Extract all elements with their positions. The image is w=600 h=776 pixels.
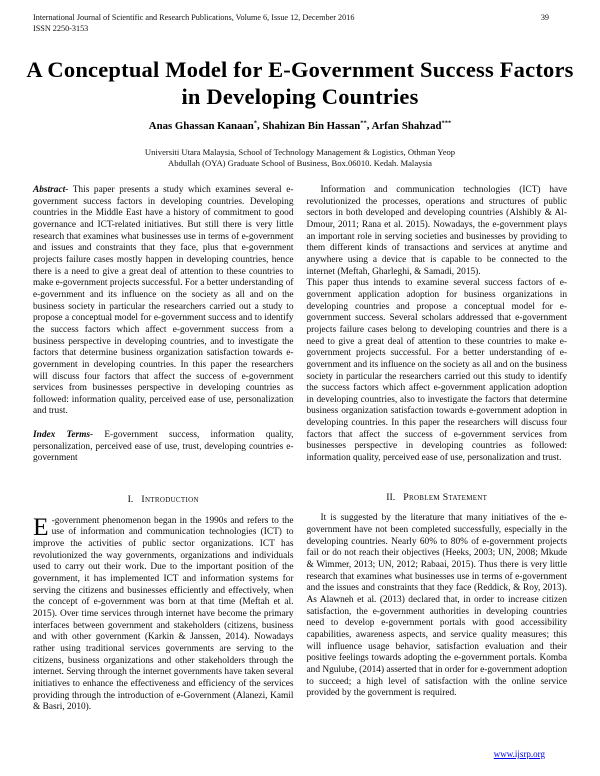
author-name: Arfan Shahzad***	[371, 119, 452, 132]
section-heading-introduction	[33, 494, 294, 506]
running-header	[33, 13, 567, 34]
paper-intent-paragraph: This paper thus intends to examine several success factors of e-government application adoption for business organizations in developing countries and propose a conceptual model for e-government success. Several scholars addressed that e-government projects failure cases belong to developing countries and there is a need to give a great deal of attention to these countries to make e-government projects successful. For a better understanding of e-government and its influence on the society as all and on the business society in particular the researchers carried out this study to identify the success factors which affect e-government application adoption in developing countries, also to investigate the factors that determine business organization satisfaction towards e-government adoption in developing countries. In this paper the researchers will discuss four factors that affect the success of e-government services from businesses perspective in developing countries as followed: information quality, perceived ease of use, personalization and trust.	[306, 278, 567, 464]
section-number: I.	[127, 494, 134, 506]
affiliation-line2: Abdullah (OYA) Graduate School of Business, Box.06010. Kedah. Malaysia	[168, 158, 432, 168]
author-separator: ,	[257, 119, 263, 132]
journal-info	[33, 13, 354, 34]
abstract-text: This paper presents a study which examines several e-government success factors in developing countries. Developing countries in the Middle East have a history of commitment to good governance and ICT-related initiatives. But still there is very little research that examines what businesses use in terms of e-government and issues and constraints that they face, plus that e-government projects failure cases mostly happen in developing countries, hence there is a need to give a great deal of attention to these countries to make e-government projects successful. For a better understanding of e-government and its influence on the society as all and on the business society in particular the researchers carried out a study to propose a conceptual model for e-government success and to identify the success factors which affect e-government success from a business perspective in developing countries, and to investigate the factors that determine business organization satisfaction towards e-government in developing countries. In this paper the researchers will discuss four factors that affect the success of e-government services from businesses perspective in developing countries as followed: information quality, perceived ease of use, personalization and trust.	[33, 185, 294, 417]
left-column	[33, 185, 294, 714]
section-title: Introduction	[141, 494, 199, 506]
paper-title-line2: in Developing Countries	[181, 84, 419, 109]
index-terms-label: Index Terms-	[33, 430, 94, 441]
abstract-label: Abstract-	[33, 185, 69, 195]
page-number: 39	[540, 13, 549, 22]
abstract-paragraph	[33, 185, 294, 418]
author-separator: ,	[366, 119, 372, 132]
issn-line: ISSN 2250-3153	[33, 23, 89, 33]
journal-line: International Journal of Scientific and Research Publications, Volume 6, Issue 12, December 2016	[33, 13, 355, 22]
author-marker: *	[253, 119, 258, 126]
authors-line	[0, 119, 600, 132]
author-name: Anas Ghassan Kanaan*	[148, 119, 258, 132]
author-marker: **	[360, 119, 367, 126]
ict-paragraph: Information and communication technologies (ICT) have revolutionized the processes, operations and structures of public sectors in both developed and developing countries (Alshibly & Al-Dmour, 2011; Rana et al. 2015). Nowadays, the e-government plays an important role in serving societies and businesses by providing to them different kinds of transactions and services at anytime and anywhere using a device that is capable to be connected to the internet (Meftah, Gharleghi, & Samadi, 2015).	[306, 185, 567, 277]
section-heading-problem-statement	[307, 492, 568, 504]
index-terms-text: E-government success, information quality, personalization, perceived ease of use, trust, developing countries e-government	[33, 430, 294, 464]
two-column-body	[33, 185, 567, 714]
author-marker: ***	[441, 119, 452, 126]
affiliation-line1: Universiti Utara Malaysia, School of Technology Management & Logistics, Othman Yeop	[144, 147, 456, 157]
introduction-paragraph	[33, 511, 294, 714]
introduction-text: -government phenomenon began in the 1990s and refers to the use of information and communication technologies (ICT) to improve the activities of public sector organizations. ICT has revolutionized the way governments, organizations and individuals used to carry out their work. Due to the important position of the government, it has implemented ICT and information systems for serving the citizens and businesses efficiently and effectively, when the concept of e-government was born at that time (Meftah et al. 2015). Over time services through internet have become the primary interfaces between government and stakeholders (citizens, business and with other government (Karkin & Janssen, 2014). Nowadays rather using traditional services governments are serving to the citizens, business organizations and other stakeholders through the internet. Serving through the internet governments have taken several initiatives to enhance the effectiveness and efficiency of the services providing through the introduction of e-Government (Alanezi, Kamil & Basri, 2010).	[33, 515, 294, 713]
index-terms-paragraph	[33, 430, 294, 465]
affiliation	[0, 147, 600, 169]
right-column	[307, 185, 568, 714]
paper-title-line1: A Conceptual Model for E-Government Success Factors	[26, 57, 574, 82]
problem-statement-paragraph: It is suggested by the literature that many initiatives of the e-government have not been completed successfully, especially in the developing countries. Nearly 60% to 80% of e-government projects fail or do not reach their objectives (Heeks, 2003; UN, 2008; Mkude & Wimmer, 2013; UN, 2012; Rabaai, 2015). Thus there is very little research that examines what businesses use in terms of e-government and the issues and constraints that they face (Reddick, & Roy, 2013). As Alawneh et al. (2013) declared that, in order to increase citizen satisfaction, the e-government authorities in developing countries need to develop e-government portals with good accessibility capabilities, awareness aspects, and service quality measures; this will influence usage behavior, satisfaction evaluation and their positive feelings towards adopting the e-government portals. Komba and Ngulube, (2014) asserted that in order for e-government adoption to succeed; a high level of satisfaction with the online service provided by the government is required.	[306, 513, 568, 699]
section-title: Problem Statement	[403, 491, 488, 503]
paper-title	[0, 56, 600, 110]
author-name: Shahizan Bin Hassan**	[262, 119, 367, 132]
drop-cap: E	[33, 511, 49, 541]
section-number: II.	[386, 491, 396, 503]
journal-website-link[interactable]: www.ijsrp.org	[493, 749, 545, 759]
